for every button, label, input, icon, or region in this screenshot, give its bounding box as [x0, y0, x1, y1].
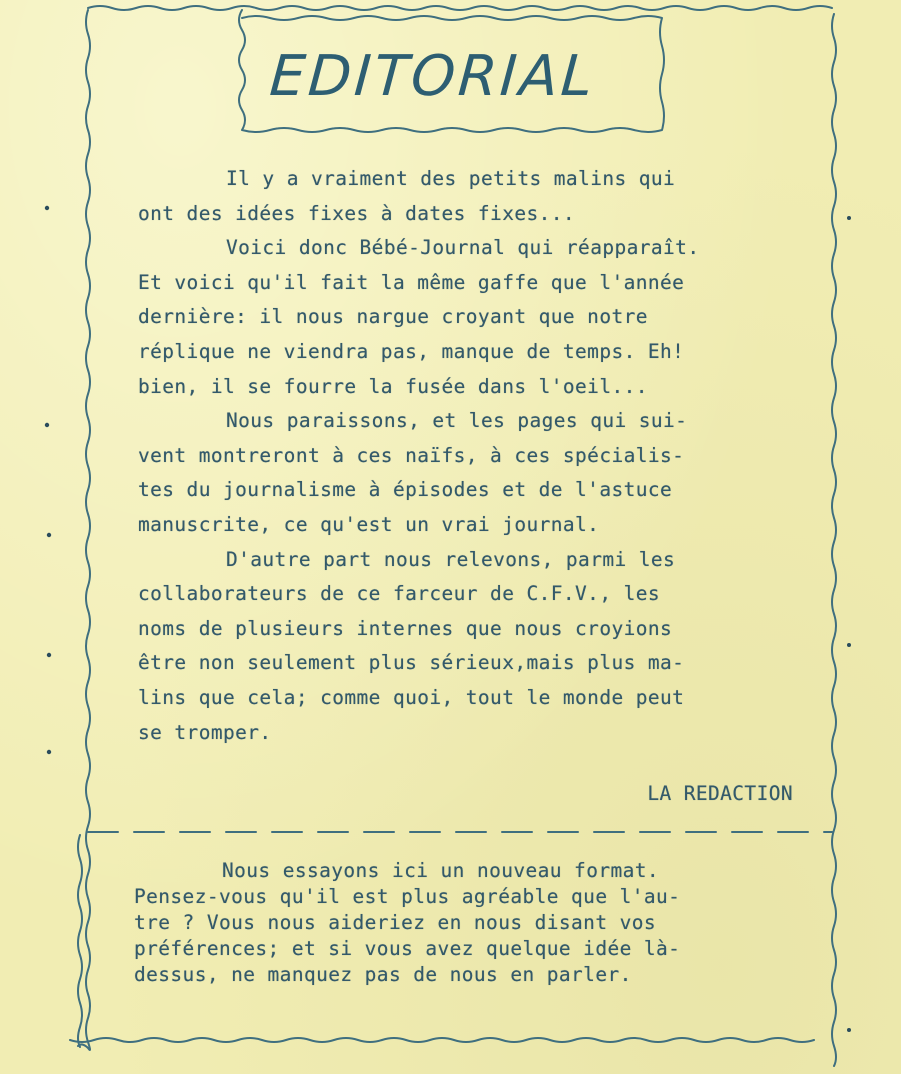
note-box-left: [78, 835, 82, 1047]
editorial-line: Voici donc Bébé-Journal qui réapparaît.: [226, 236, 700, 260]
editorial-body: [138, 162, 802, 750]
editorial-line: D'autre part nous relevons, parmi les: [226, 547, 676, 571]
editorial-line: manuscrite, ce qu'est un vrai journal.: [138, 512, 600, 536]
editorial-line: vent montreront à ces naïfs, à ces spécialis-: [138, 443, 685, 467]
editorial-line: bien, il se fourre la fusée dans l'oeil...: [138, 374, 648, 398]
editorial-line: Et voici qu'il fait la même gaffe que l'année: [138, 270, 685, 294]
editorial-line: Il y a vraiment des petits malins qui: [226, 167, 676, 190]
outer-border-right: [832, 14, 836, 1066]
note-line: Pensez-vous qu'il est plus agréable que l'au-: [134, 885, 681, 908]
editorial-line: Nous paraissons, et les pages qui sui-: [226, 409, 688, 433]
signature: LA REDACTION: [647, 782, 793, 805]
format-note: [134, 858, 798, 988]
outer-border: [88, 6, 832, 10]
editorial-line: collaborateurs de ce farceur de C.F.V., les: [138, 582, 661, 606]
outer-border-bottom: [70, 1038, 814, 1042]
note-line: préférences; et si vous avez quelque idée là-: [134, 937, 681, 960]
note-line: Nous essayons ici un nouveau format.: [222, 859, 660, 882]
page-title: EDITORIAL: [267, 43, 598, 109]
editorial-line: ont des idées fixes à dates fixes...: [138, 201, 576, 225]
editorial-line: noms de plusieurs internes que nous croyions: [138, 616, 673, 640]
editorial-line: lins que cela; comme quoi, tout le monde peut: [138, 685, 685, 709]
note-line: tre ? Vous nous aideriez en nous disant vos: [134, 911, 657, 934]
editorial-line: se tromper.: [138, 720, 272, 744]
outer-border-left: [78, 10, 90, 1050]
note-line: dessus, ne manquez pas de nous en parler.: [134, 963, 632, 986]
editorial-line: dernière: il nous nargue croyant que notre: [138, 305, 648, 329]
editorial-line: réplique ne viendra pas, manque de temps. Eh!: [138, 339, 685, 363]
editorial-line: tes du journalisme à épisodes et de l'astuce: [138, 478, 673, 502]
editorial-line: être non seulement plus sérieux,mais plus ma-: [138, 651, 685, 675]
